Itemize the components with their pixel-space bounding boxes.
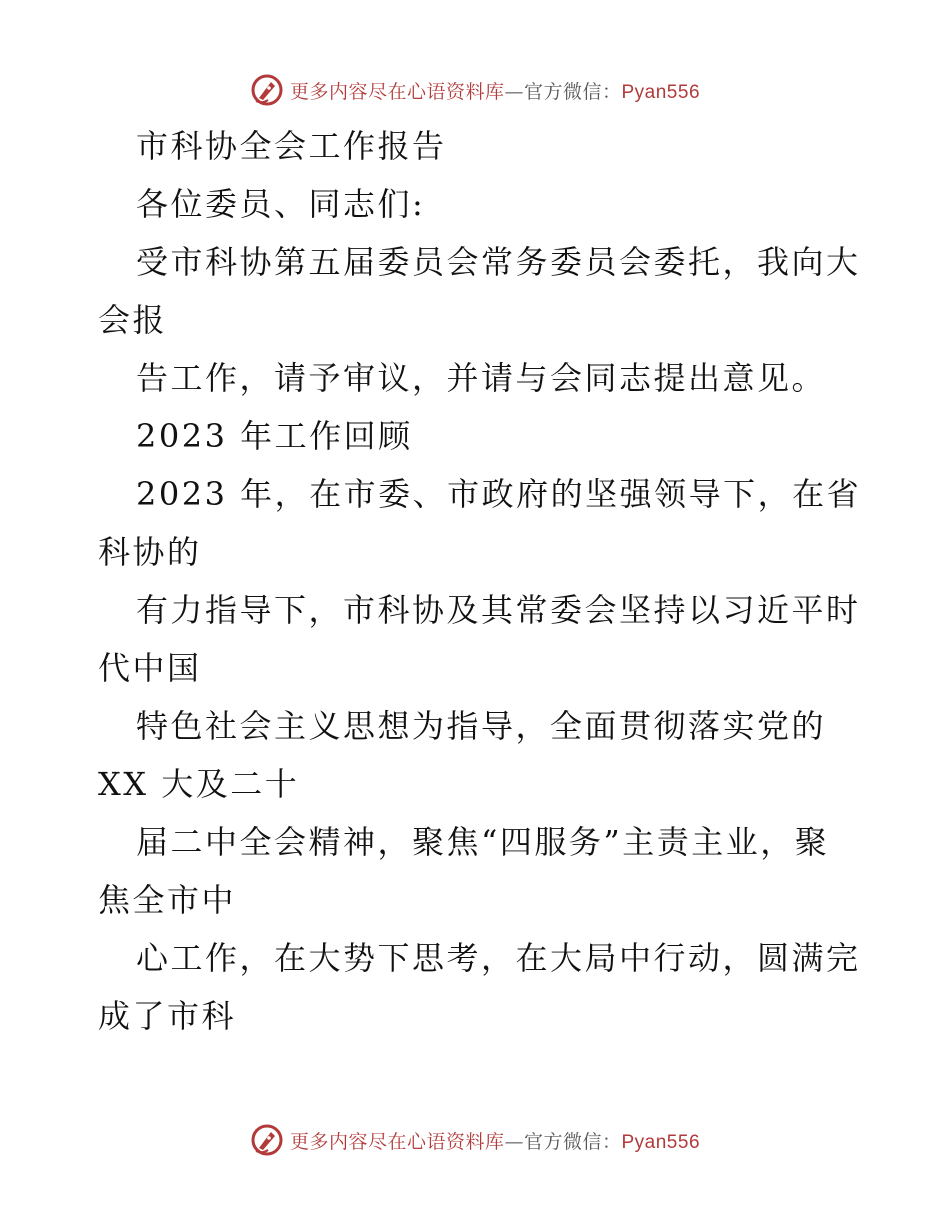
banner-text	[290, 1127, 700, 1154]
paragraph-line: 2023 年，在市委、市政府的坚强领导下，在省	[136, 475, 862, 513]
banner-text	[290, 77, 700, 104]
header-banner-content	[250, 73, 700, 107]
banner-wechat-id: Pyan556	[621, 1131, 701, 1153]
pen-nib-logo-icon	[250, 73, 284, 107]
footer-watermark-banner	[0, 1120, 950, 1160]
banner-wechat-label: 官方微信：	[523, 1130, 622, 1153]
document-title: 市科协全会工作报告	[136, 127, 447, 165]
header-watermark-banner	[0, 70, 950, 110]
pen-nib-logo-icon	[250, 1123, 284, 1157]
paragraph-line: 告工作，请予审议，并请与会同志提出意见。	[136, 359, 827, 397]
section-heading: 2023 年工作回顾	[136, 417, 413, 455]
paragraph-line: 会报	[98, 301, 168, 339]
paragraph-line: 受市科协第五届委员会常务委员会委托，我向大	[136, 243, 861, 281]
banner-separator: —	[504, 1130, 524, 1153]
document-body	[98, 117, 862, 1045]
paragraph-line: 代中国	[98, 649, 202, 687]
paragraph-line: 心工作，在大势下思考，在大局中行动，圆满完	[136, 939, 861, 977]
footer-banner-content	[250, 1123, 700, 1157]
paragraph-line: 特色社会主义思想为指导，全面贯彻落实党的	[136, 707, 827, 745]
paragraph-line: 有力指导下，市科协及其常委会坚持以习近平时	[136, 591, 861, 629]
paragraph-line: 成了市科	[98, 997, 237, 1035]
paragraph-line: 焦全市中	[98, 881, 237, 919]
banner-separator: —	[504, 80, 524, 103]
paragraph-line: 届二中全会精神，聚焦“四服务”主责主业，聚	[136, 823, 830, 861]
banner-wechat-id: Pyan556	[621, 81, 701, 103]
banner-brand: 更多内容尽在心语资料库	[289, 80, 505, 103]
paragraph-line: XX 大及二十	[98, 765, 300, 803]
banner-brand: 更多内容尽在心语资料库	[289, 1130, 505, 1153]
paragraph-line: 科协的	[98, 533, 202, 571]
salutation: 各位委员、同志们:	[136, 185, 426, 223]
banner-wechat-label: 官方微信：	[523, 80, 622, 103]
